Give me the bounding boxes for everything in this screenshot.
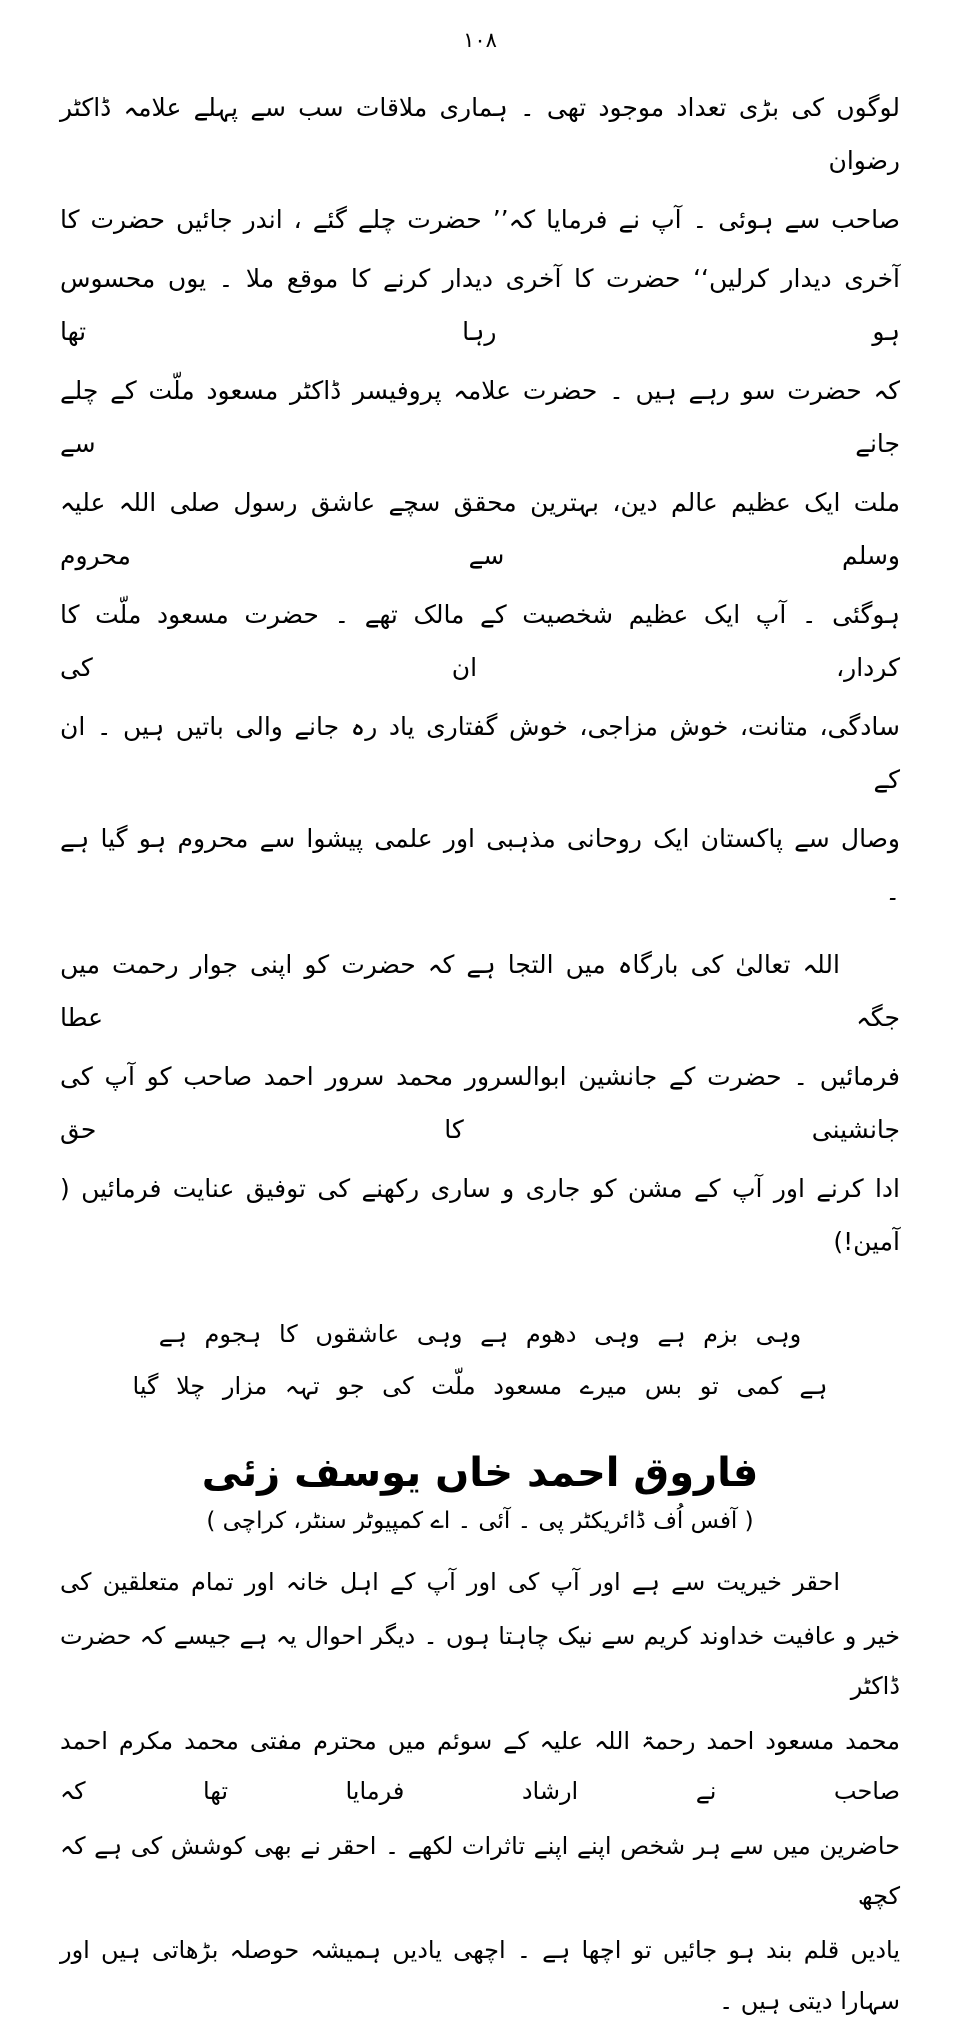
paragraph-line: آخری دیدار کرلیں‘‘ حضرت کا آخری دیدار کرنے کا موقع ملا ۔ یوں محسوس ہو رہا تھا bbox=[60, 264, 900, 347]
paragraph-line: ملت ایک عظیم عالم دین، بہترین محقق سچے عاشق رسول صلی اللہ علیہ وسلم سے محروم bbox=[60, 488, 900, 571]
paragraph-line: محمد مسعود احمد رحمۃ اللہ علیہ کے سوئم میں محترم مفتی محمد مکرم احمد صاحب نے ارشاد فرمایا تھا کہ bbox=[60, 1726, 900, 1806]
couplet-line: وہی بزم ہے وہی دھوم ہے وہی عاشقوں کا ہجوم ہے bbox=[158, 1320, 802, 1349]
paragraph-two bbox=[60, 938, 900, 1268]
couplet-spacer bbox=[60, 1274, 900, 1300]
paragraph-line: ہوگئی ۔ آپ ایک عظیم شخصیت کے مالک تھے ۔ حضرت مسعود ملّت کا کردار، ان کی bbox=[60, 600, 900, 683]
paragraph-line-last: وصال سے پاکستان ایک روحانی مذہبی اور علمی پیشوا سے محروم ہو گیا ہے ۔ bbox=[60, 824, 900, 907]
paragraph-one bbox=[60, 81, 900, 918]
paragraph-line: خیر و عافیت خداوند کریم سے نیک چاہتا ہوں ۔ دیگر احوال یہ ہے جیسے کہ حضرت ڈاکٹر bbox=[60, 1622, 900, 1701]
paragraph-line: فرمائیں ۔ حضرت کے جانشین ابوالسرور محمد سرور احمد صاحب کو آپ کی جانشینی کا حق bbox=[60, 1062, 900, 1145]
paragraph-three bbox=[60, 1557, 900, 2026]
author-signature: فاروق احمد خاں یوسف زئی bbox=[201, 1450, 759, 1497]
paragraph-line: اللہ تعالیٰ کی بارگاہ میں التجا ہے کہ حضرت کو اپنی جوار رحمت میں جگہ عطا bbox=[60, 950, 900, 1033]
page-number: ۱۰۸ bbox=[463, 28, 497, 52]
couplet-line: ہے کمی تو بس میرے مسعود ملّت کی جو تہہ مزار چلا گیا bbox=[132, 1372, 828, 1401]
paragraph-line: سادگی، متانت، خوش مزاجی، خوش گفتاری یاد رہ جانے والی باتیں ہیں ۔ ان کے bbox=[60, 712, 900, 795]
paragraph-line: کہ حضرت سو رہے ہیں ۔ حضرت علامہ پروفیسر ڈاکٹر مسعود ملّت کے چلے جانے سے bbox=[60, 376, 900, 459]
author-designation: ( آفس اُف ڈائریکٹر پی ۔ آئی ۔ اے کمپیوٹر سنٹر، کراچی ) bbox=[206, 1508, 754, 1535]
paragraph-line: حاضرین میں سے ہر شخص اپنے اپنے تاثرات لکھے ۔ احقر نے بھی کوشش کی ہے کہ کچھ bbox=[60, 1831, 900, 1911]
poetry-couplet bbox=[60, 1310, 900, 1410]
paragraph-line-last: ادا کرنے اور آپ کے مشن کو جاری و ساری رکھنے کی توفیق عنایت فرمائیں ( آمین!) bbox=[60, 1174, 900, 1257]
paragraph-spacer bbox=[60, 924, 900, 938]
paragraph-line-last: یادیں قلم بند ہو جائیں تو اچھا ہے ۔ اچھی یادیں ہمیشہ حوصلہ بڑھاتی ہیں اور سہارا دیتی ہیں ۔ bbox=[60, 1936, 900, 2015]
paragraph-line: لوگوں کی بڑی تعداد موجود تھی ۔ ہماری ملاقات سب سے پہلے علامہ ڈاکٹر رضوان bbox=[60, 93, 900, 176]
paragraph-line: صاحب سے ہوئی ۔ آپ نے فرمایا کہ’’ حضرت چلے گئے ، اندر جائیں حضرت کا bbox=[60, 205, 900, 235]
paragraph-line: احقر خیریت سے ہے اور آپ کی اور آپ کے اہل خانہ اور تمام متعلقین کی bbox=[60, 1567, 840, 1596]
